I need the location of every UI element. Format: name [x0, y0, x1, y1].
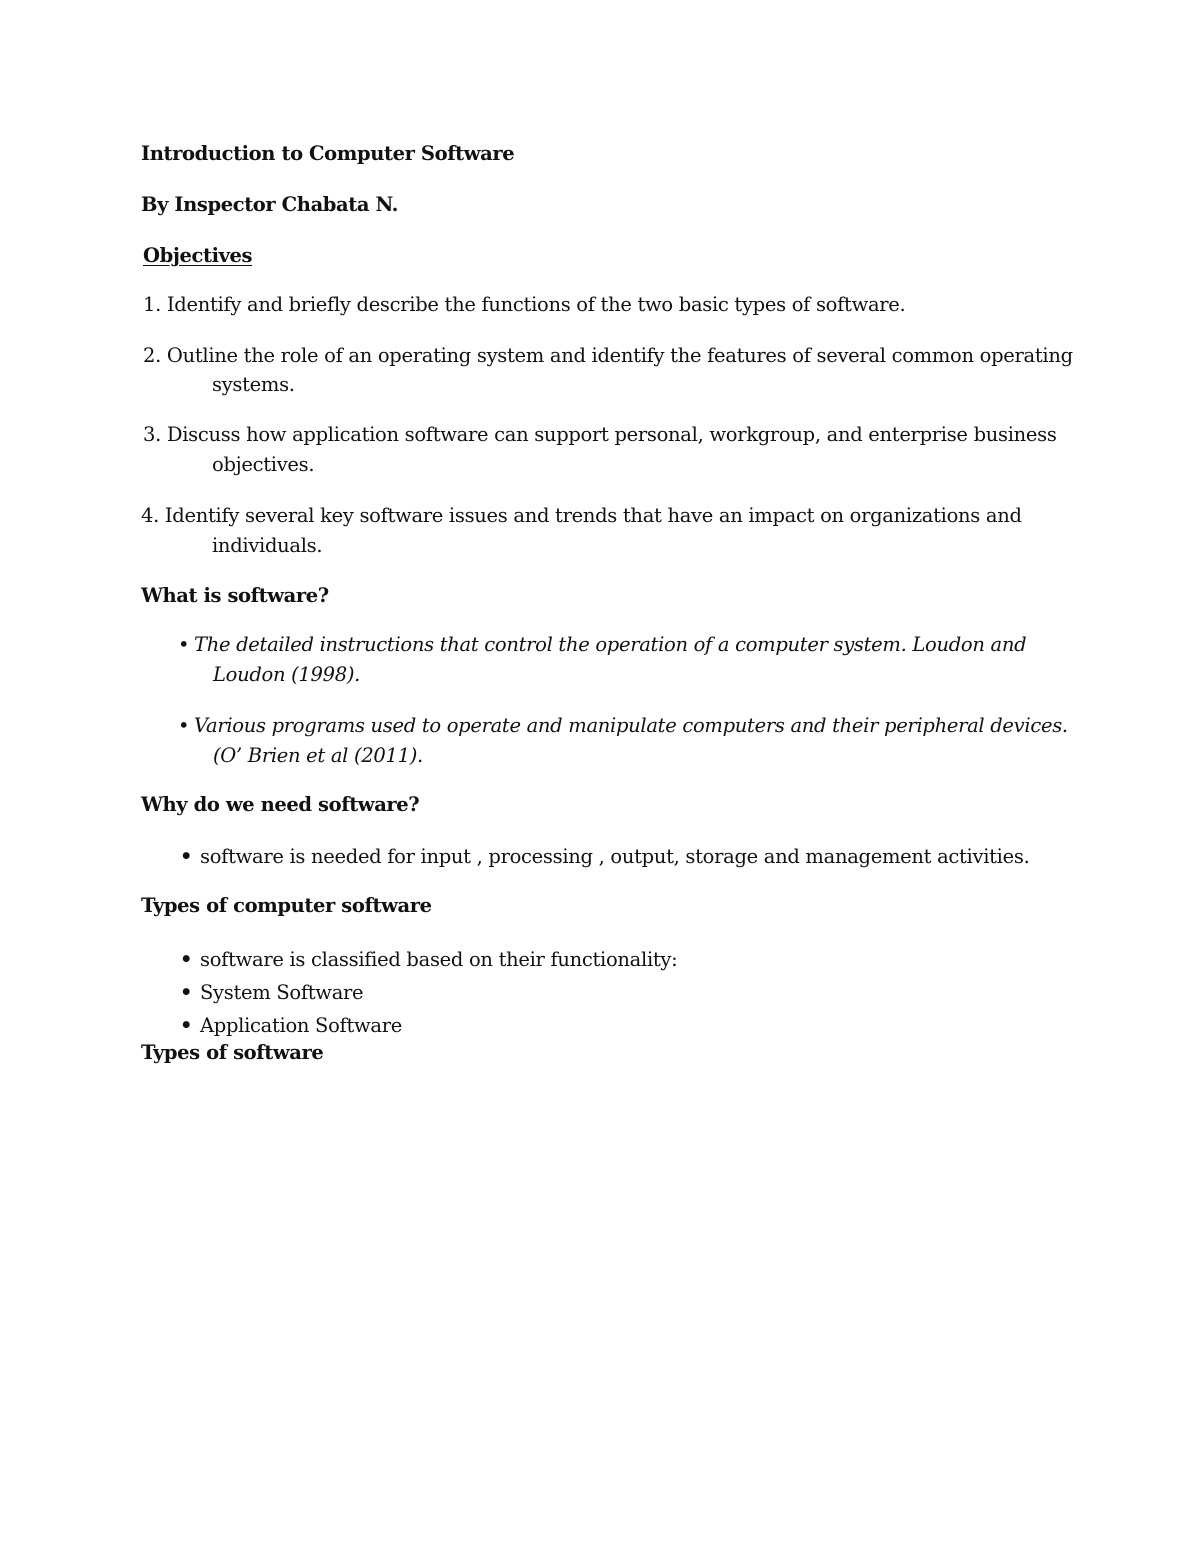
definition-item-2 [178, 713, 1068, 739]
why-item-1 [180, 844, 1029, 870]
bullet-icon: • [180, 948, 193, 971]
definition-item-2-continuation: (O’ Brien et al (2011). [213, 744, 423, 767]
why-need-software-heading: Why do we need software? [141, 793, 420, 816]
types-text-3: Application Software [200, 1014, 402, 1037]
objectives-heading: Objectives [143, 244, 253, 267]
bullet-icon: • [178, 633, 190, 656]
objective-item-1: 1. Identify and briefly describe the functions of the two basic types of software. [143, 293, 906, 316]
why-text-1: software is needed for input , processing , output, storage and management activities. [200, 845, 1030, 868]
objective-item-4: 4. Identify several key software issues and trends that have an impact on organizations and [141, 504, 1022, 527]
definition-text-2: Various programs used to operate and manipulate computers and their peripheral devices. [194, 714, 1068, 737]
document-author: By Inspector Chabata N. [141, 193, 399, 216]
objective-item-3-continuation: objectives. [212, 453, 315, 476]
objective-item-2-continuation: systems. [212, 373, 295, 396]
types-text-1: software is classified based on their functionality: [200, 948, 678, 971]
definition-item-1 [178, 632, 1026, 658]
what-is-software-heading: What is software? [141, 584, 329, 607]
document-title: Introduction to Computer Software [141, 142, 515, 165]
bullet-icon: • [180, 981, 193, 1004]
types-item-1 [180, 947, 677, 973]
definition-item-1-continuation: Loudon (1998). [213, 663, 361, 686]
bullet-icon: • [180, 845, 193, 868]
definition-text-1: The detailed instructions that control the operation of a computer system. Loudon and [194, 633, 1027, 656]
objective-item-2: 2. Outline the role of an operating system and identify the features of several common operating [143, 344, 1073, 367]
objective-item-4-continuation: individuals. [212, 534, 323, 557]
types-of-software-heading: Types of software [141, 1041, 324, 1064]
types-item-2 [180, 980, 363, 1006]
types-item-3 [180, 1013, 402, 1039]
types-of-computer-software-heading: Types of computer software [141, 894, 432, 917]
objective-item-3: 3. Discuss how application software can support personal, workgroup, and enterprise business [143, 423, 1057, 446]
bullet-icon: • [180, 1014, 193, 1037]
types-text-2: System Software [200, 981, 364, 1004]
bullet-icon: • [178, 714, 190, 737]
